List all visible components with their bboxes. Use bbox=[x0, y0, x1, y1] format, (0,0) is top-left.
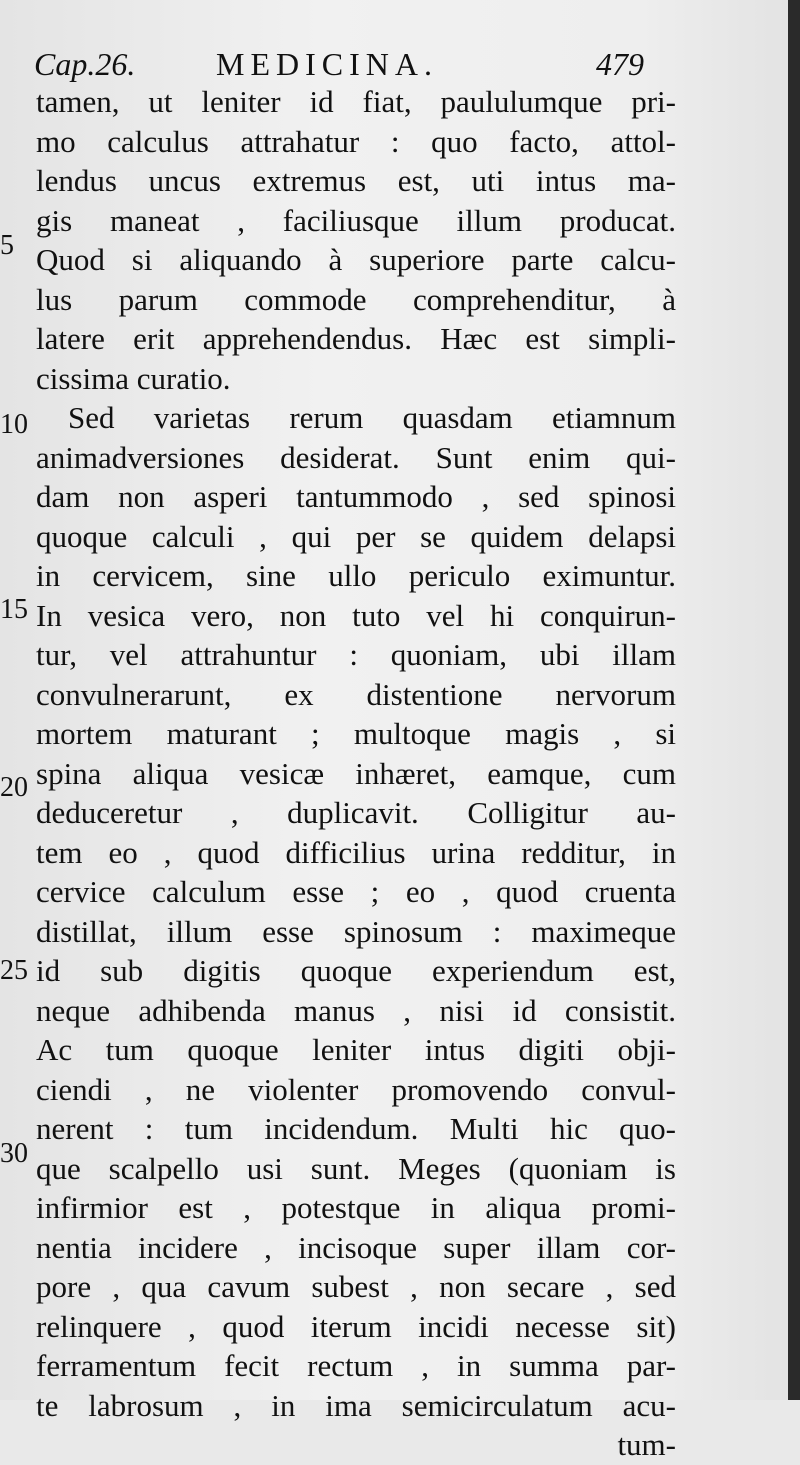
text-line: lendus uncus extremus est, uti intus ma- bbox=[36, 163, 676, 198]
text-line: deduceretur , duplicavit. Colligitur au- bbox=[36, 795, 676, 830]
text-line: convulnerarunt, ex distentione nervorum bbox=[36, 676, 676, 712]
body-text bbox=[36, 82, 676, 1465]
text-line: In vesica vero, non tuto vel hi conquirun- bbox=[36, 597, 676, 633]
text-line: animadversiones desiderat. Sunt enim qui- bbox=[36, 439, 676, 475]
text-line: in cervicem, sine ullo periculo eximuntur. bbox=[36, 558, 676, 593]
text-line: gis maneat , faciliusque illum producat. bbox=[36, 202, 676, 238]
text-line: tur, vel attrahuntur : quoniam, ubi illam bbox=[36, 637, 676, 672]
chapter-label: Cap.26. bbox=[34, 46, 136, 82]
text-line: id sub digitis quoque experiendum est, bbox=[36, 953, 676, 988]
text-line: nentia incidere , incisoque super illam cor- bbox=[36, 1229, 676, 1265]
catchword: tum- bbox=[617, 1427, 676, 1462]
running-title: MEDICINA. bbox=[216, 46, 438, 82]
text-line: mortem maturant ; multoque magis , si bbox=[36, 716, 676, 751]
text-line: infirmior est , potestque in aliqua promi- bbox=[36, 1190, 676, 1225]
text-line: quoque calculi , qui per se quidem delapsi bbox=[36, 518, 676, 554]
text-line: Quod si aliquando à superiore parte calcu- bbox=[36, 242, 676, 277]
margin-line-number: 30 bbox=[0, 1138, 28, 1169]
text-line: que scalpello usi sunt. Meges (quoniam is bbox=[36, 1150, 676, 1186]
text-line: spina aliqua vesicæ inhæret, eamque, cum bbox=[36, 755, 676, 791]
text-line: tem eo , quod difficilius urina redditur, in bbox=[36, 834, 676, 870]
text-line: nerent : tum incidendum. Multi hic quo- bbox=[36, 1111, 676, 1146]
margin-line-number: 10 bbox=[0, 409, 28, 440]
text-line: latere erit apprehendendus. Hæc est simpli- bbox=[36, 321, 676, 356]
paragraph-start-line: Sed varietas rerum quasdam etiamnum bbox=[68, 400, 676, 435]
text-line: neque adhibenda manus , nisi id consistit. bbox=[36, 992, 676, 1028]
margin-line-number: 25 bbox=[0, 955, 28, 986]
text-line: ferramentum fecit rectum , in summa par- bbox=[36, 1348, 676, 1383]
page-edge-shadow bbox=[788, 0, 800, 1400]
text-line: ciendi , ne violenter promovendo convul- bbox=[36, 1071, 676, 1107]
text-line: mo calculus attrahatur : quo facto, attol- bbox=[36, 123, 676, 159]
page-number: 479 bbox=[596, 46, 644, 82]
text-line: distillat, illum esse spinosum : maximeque bbox=[36, 913, 676, 949]
margin-line-number: 20 bbox=[0, 772, 28, 803]
text-line: relinquere , quod iterum incidi necesse sit) bbox=[36, 1308, 676, 1344]
text-line: cissima curatio. bbox=[36, 360, 231, 396]
text-line: te labrosum , in ima semicirculatum acu- bbox=[36, 1387, 676, 1423]
text-line: lus parum commode comprehenditur, à bbox=[36, 281, 676, 317]
text-line: dam non asperi tantummodo , sed spinosi bbox=[36, 479, 676, 514]
margin-line-number: 15 bbox=[0, 594, 28, 625]
text-line: Ac tum quoque leniter intus digiti obji- bbox=[36, 1032, 676, 1067]
margin-line-number: 5 bbox=[0, 230, 14, 261]
text-line: pore , qua cavum subest , non secare , sed bbox=[36, 1269, 676, 1304]
text-line: cervice calculum esse ; eo , quod cruenta bbox=[36, 874, 676, 909]
text-line: tamen, ut leniter id fiat, paululumque pri- bbox=[36, 84, 676, 119]
